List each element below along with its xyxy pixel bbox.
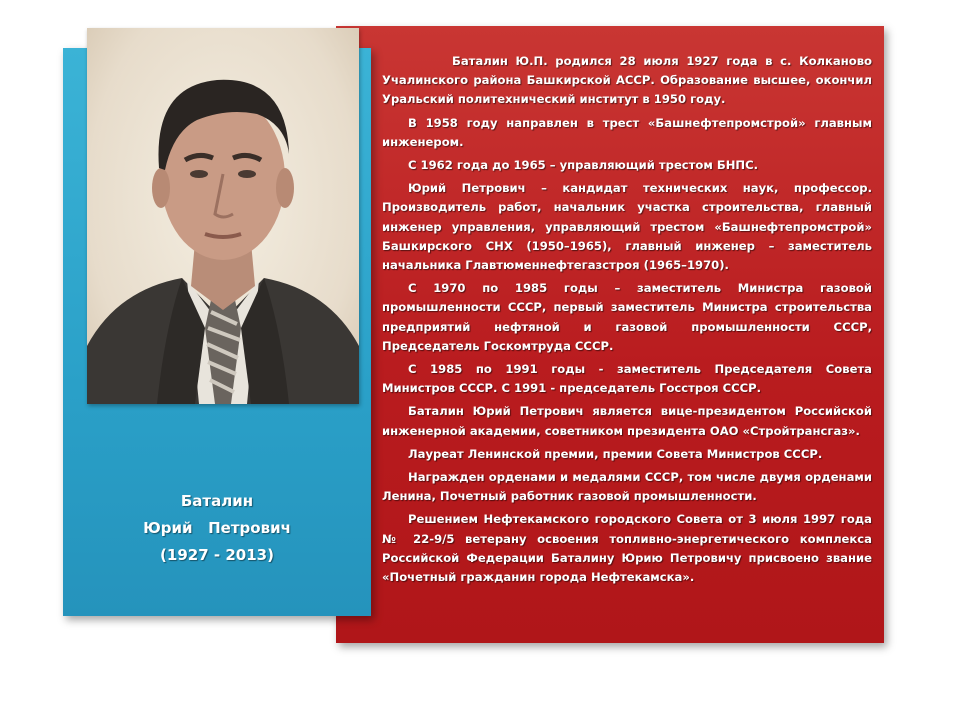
bio-paragraph-8: Лауреат Ленинской премии, премии Совета Министров СССР. bbox=[408, 446, 823, 461]
bio-paragraph-9: Награжден орденами и медалями СССР, том числе двумя орденами Ленина, Почетный работник газовой промышленности. bbox=[382, 470, 872, 504]
biography-text bbox=[382, 52, 872, 591]
bio-paragraph-2: В 1958 году направлен в трест «Башнефтепромстрой» главным инженером. bbox=[382, 115, 872, 149]
portrait-photo bbox=[87, 28, 359, 404]
bio-paragraph-1: Баталин Ю.П. родился 28 июля 1927 года в с. Колканово Учалинского района Башкирской АССР. Образование высшее, окончил Уральский политехнический институт в 1950 году. bbox=[382, 54, 872, 107]
person-years: (1927 - 2013) bbox=[160, 546, 274, 564]
person-surname: Баталин bbox=[180, 492, 254, 510]
person-name-block bbox=[63, 488, 371, 569]
bio-paragraph-4: Юрий Петрович – кандидат технических наук, профессор. Производитель работ, начальник участка строительства, главный инженер управления, управляющий трестом «Башнефтепромстрой» Башкирского СНХ (1950–1965), главный инженер – заместитель начальника Главтюменнефтегазстроя (1965–1970). bbox=[382, 181, 872, 273]
bio-paragraph-10: Решением Нефтекамского городского Совета от 3 июля 1997 года № 22-9/5 ветерану освоения топливно-энергетического комплекса Российской Федерации Баталину Юрию Петровичу присвоено звание «Почетный гражданин города Нефтекамска». bbox=[382, 512, 872, 585]
portrait-photo-icon bbox=[87, 28, 359, 404]
bio-paragraph-6: С 1985 по 1991 годы - заместитель Председателя Совета Министров СССР. С 1991 - председатель Госстроя СССР. bbox=[382, 362, 872, 396]
bio-paragraph-7: Баталин Юрий Петрович является вице-президентом Российской инженерной академии, советником президента ОАО «Стройтрансгаз». bbox=[382, 404, 872, 438]
bio-paragraph-3: С 1962 года до 1965 – управляющий трестом БНПС. bbox=[408, 158, 759, 173]
person-given-names: Юрий Петрович bbox=[143, 519, 291, 537]
bio-paragraph-5: С 1970 по 1985 годы – заместитель Министра газовой промышленности СССР, первый заместитель Министра строительства предприятий нефтяной и газовой промышленности СССР, Председатель Госкомтруда СССР. bbox=[382, 281, 872, 353]
